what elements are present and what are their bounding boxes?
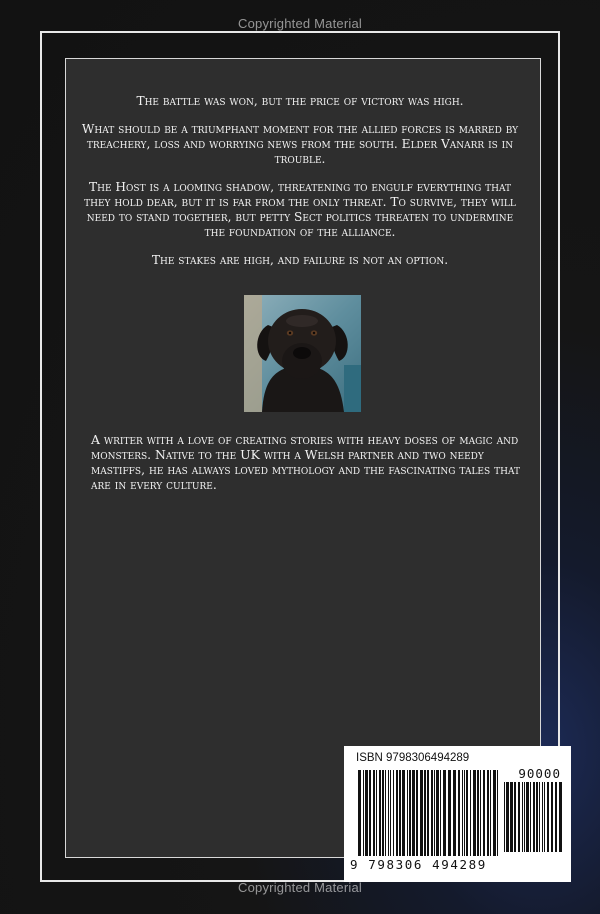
barcode-digits: 9 798306 494289: [350, 857, 487, 872]
copyright-watermark-top: Copyrighted Material: [238, 16, 362, 31]
price-code: 90000: [518, 766, 561, 781]
addon-barcode-bars-icon: [504, 782, 562, 852]
author-bio: A writer with a love of creating stories with heavy doses of magic and monsters. Native to the UK with a Welsh partner and two needy mastiffs, he has always loved mythology and the fascinating tales that are in every culture.: [91, 432, 520, 492]
isbn-barcode: [344, 746, 571, 882]
copyright-watermark-bottom: Copyrighted Material: [238, 880, 362, 895]
blurb-paragraph: The battle was won, but the price of victory was high.: [136, 94, 464, 108]
mastiff-dog-photo-icon: [244, 295, 361, 412]
isbn-label: ISBN 9798306494289: [356, 752, 470, 764]
blurb-paragraph: The Host is a looming shadow, threatening to engulf everything that they hold dear, but it is far from the only threat. To survive, they will need to stand together, but petty Sect politics threaten to undermine the foundation of the alliance.: [84, 180, 516, 239]
barcode-bars-icon: [358, 770, 498, 856]
blurb-paragraph: The stakes are high, and failure is not an option.: [151, 253, 449, 267]
blurb-paragraph: What should be a triumphant moment for the allied forces is marred by treachery, loss and worrying news from the south. Elder Vanarr is in trouble.: [81, 122, 519, 166]
back-cover-blurb: [80, 94, 520, 281]
author-photo: [244, 295, 361, 412]
